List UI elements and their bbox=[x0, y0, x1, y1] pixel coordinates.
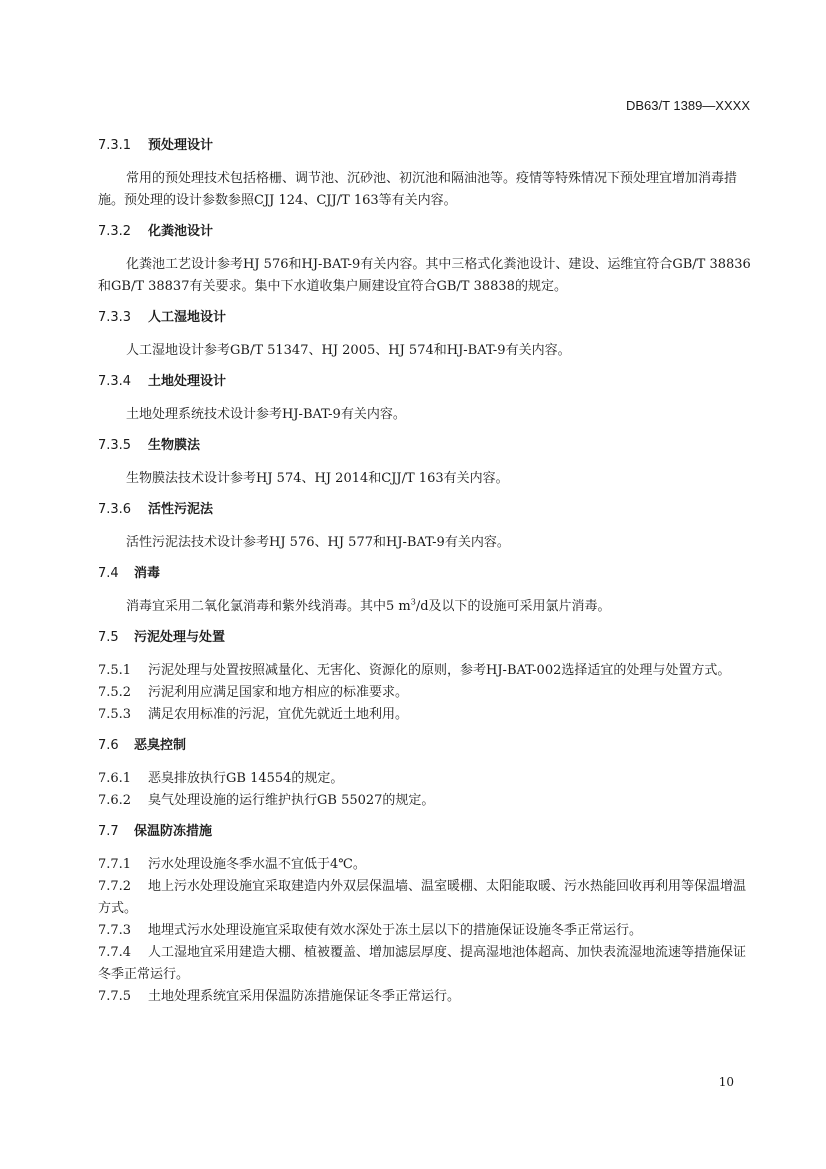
clause-text: 人工湿地宜采用建造大棚、植被覆盖、增加滤层厚度、提高湿地池体超高、加快表流湿地流速等措施保证冬季正常运行。 bbox=[98, 945, 747, 982]
section-title: 土地处理设计 bbox=[148, 374, 227, 389]
paragraph: 常用的预处理技术包括格栅、调节池、沉砂池、初沉池和隔油池等。疫情等特殊情况下预处理宜增加消毒措施。预处理的设计参数参照CJJ 124、CJJ/T 163等有关内容。 bbox=[98, 171, 738, 208]
clause-item bbox=[98, 768, 754, 790]
clause-item bbox=[98, 790, 754, 812]
superscript: 3 bbox=[410, 597, 416, 607]
section-number: 7.3.3 bbox=[98, 310, 132, 325]
section-number: 7.3.6 bbox=[98, 502, 132, 517]
clause-item bbox=[98, 876, 754, 920]
section-heading-7-3-1 bbox=[98, 136, 754, 156]
section-heading-7-3-6 bbox=[98, 500, 754, 520]
clause-item bbox=[98, 660, 754, 682]
section-heading-7-5 bbox=[98, 628, 754, 648]
section-heading-7-3-5 bbox=[98, 436, 754, 456]
section-title: 活性污泥法 bbox=[148, 502, 214, 517]
section-number: 7.3.4 bbox=[98, 374, 132, 389]
paragraph: 活性污泥法技术设计参考HJ 576、HJ 577和HJ-BAT-9有关内容。 bbox=[126, 535, 510, 550]
clause-number: 7.6.1 bbox=[98, 771, 132, 786]
paragraph: 生物膜法技术设计参考HJ 574、HJ 2014和CJJ/T 163有关内容。 bbox=[126, 471, 509, 486]
paragraph: 土地处理系统技术设计参考HJ-BAT-9有关内容。 bbox=[126, 407, 406, 422]
clause-number: 7.7.2 bbox=[98, 879, 132, 894]
clause-number: 7.5.1 bbox=[98, 663, 132, 678]
section-number: 7.3.1 bbox=[98, 138, 132, 153]
section-heading-7-7 bbox=[98, 822, 754, 842]
clause-number: 7.6.2 bbox=[98, 793, 132, 808]
document-body bbox=[98, 136, 754, 1018]
section-number: 7.6 bbox=[98, 738, 119, 753]
text-run: /d及以下的设施可采用氯片消毒。 bbox=[415, 599, 611, 614]
section-title: 人工湿地设计 bbox=[148, 310, 227, 325]
clause-text: 恶臭排放执行GB 14554的规定。 bbox=[148, 771, 344, 786]
section-heading-7-3-4 bbox=[98, 372, 754, 392]
paragraph: 化粪池工艺设计参考HJ 576和HJ-BAT-9有关内容。其中三格式化粪池设计、建设、运维宜符合GB/T 38836和GB/T 38837有关要求。集中下水道收集户厕建设宜符合GB/T 38838的规定。 bbox=[98, 257, 751, 294]
section-heading-7-3-2 bbox=[98, 222, 754, 242]
clause-number: 7.7.3 bbox=[98, 923, 132, 938]
clause-number: 7.7.4 bbox=[98, 945, 132, 960]
clause-item bbox=[98, 920, 754, 942]
section-title: 生物膜法 bbox=[148, 438, 201, 453]
section-title: 消毒 bbox=[134, 566, 161, 581]
section-heading-7-4 bbox=[98, 564, 754, 584]
section-number: 7.3.5 bbox=[98, 438, 132, 453]
clause-number: 7.5.3 bbox=[98, 707, 132, 722]
clause-number: 7.7.5 bbox=[98, 989, 132, 1004]
clause-text: 土地处理系统宜采用保温防冻措施保证冬季正常运行。 bbox=[148, 989, 461, 1004]
section-number: 7.3.2 bbox=[98, 224, 132, 239]
document-id: DB63/T 1389—XXXX bbox=[625, 98, 750, 113]
clause-text: 污水处理设施冬季水温不宜低于4℃。 bbox=[148, 857, 366, 872]
clause-text: 地埋式污水处理设施宜采取使有效水深处于冻土层以下的措施保证设施冬季正常运行。 bbox=[148, 923, 643, 938]
section-title: 恶臭控制 bbox=[134, 738, 187, 753]
clause-text: 臭气处理设施的运行维护执行GB 55027的规定。 bbox=[148, 793, 435, 808]
clause-text: 满足农用标准的污泥，宜优先就近土地利用。 bbox=[148, 707, 409, 722]
section-title: 化粪池设计 bbox=[148, 224, 214, 239]
paragraph bbox=[98, 596, 754, 618]
section-title: 保温防冻措施 bbox=[134, 824, 213, 839]
section-heading-7-6 bbox=[98, 736, 754, 756]
clause-text: 地上污水处理设施宜采取建造内外双层保温墙、温室暖棚、太阳能取暖、污水热能回收再利用等保温增温方式。 bbox=[98, 879, 747, 916]
clause-text: 污泥利用应满足国家和地方相应的标准要求。 bbox=[148, 685, 409, 700]
clause-number: 7.7.1 bbox=[98, 857, 132, 872]
paragraph: 人工湿地设计参考GB/T 51347、HJ 2005、HJ 574和HJ-BAT-9有关内容。 bbox=[126, 343, 571, 358]
section-title: 污泥处理与处置 bbox=[134, 630, 226, 645]
section-number: 7.5 bbox=[98, 630, 119, 645]
page-number: 10 bbox=[718, 1075, 734, 1089]
clause-item bbox=[98, 704, 754, 726]
clause-item bbox=[98, 682, 754, 704]
section-number: 7.7 bbox=[98, 824, 119, 839]
clause-item bbox=[98, 854, 754, 876]
clause-item bbox=[98, 986, 754, 1008]
clause-item bbox=[98, 942, 754, 986]
section-title: 预处理设计 bbox=[148, 138, 214, 153]
section-heading-7-3-3 bbox=[98, 308, 754, 328]
text-run: 消毒宜采用二氧化氯消毒和紫外线消毒。其中5 m bbox=[126, 599, 411, 614]
clause-number: 7.5.2 bbox=[98, 685, 132, 700]
clause-text: 污泥处理与处置按照减量化、无害化、资源化的原则，参考HJ-BAT-002选择适宜的处理与处置方式。 bbox=[148, 663, 731, 678]
section-number: 7.4 bbox=[98, 566, 119, 581]
